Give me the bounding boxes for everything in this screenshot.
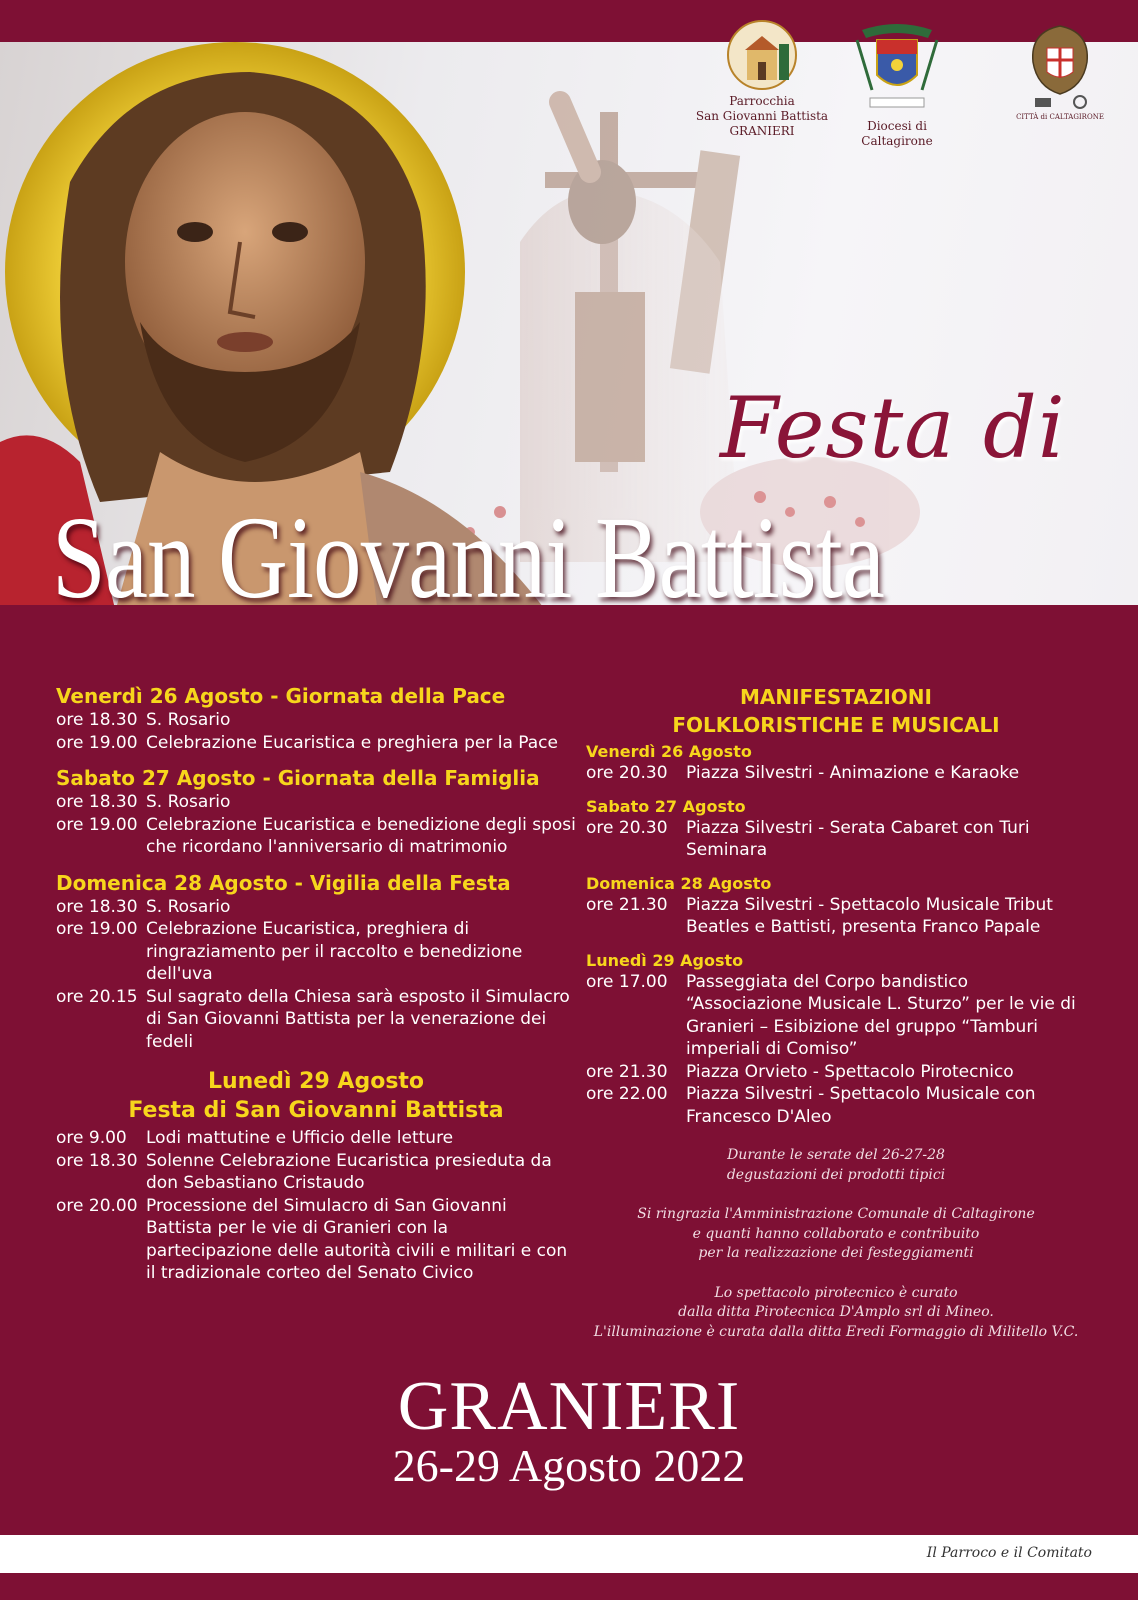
event-row	[56, 732, 576, 755]
feast-day-heading: Lunedì 29 Agosto	[207, 1069, 425, 1094]
event-text: Processione del Simulacro di San Giovanni Battista per le vie di Granieri con la partecipazione delle autorità civili e militari e con il tradizionale corteo del Senato Civico	[146, 1195, 568, 1283]
event-row	[56, 791, 576, 814]
event-text: Solenne Celebrazione Eucaristica presieduta da don Sebastiano Cristaudo	[146, 1150, 552, 1193]
event-time: ore 20.00	[56, 1195, 138, 1216]
parish-logo	[692, 20, 832, 139]
parish-line-2: San Giovanni Battista	[695, 109, 829, 123]
town-name: GRANIERI	[397, 1368, 741, 1445]
event-dates: 26-29 Agosto 2022	[392, 1440, 746, 1491]
day-block	[56, 870, 576, 1054]
event-text: S. Rosario	[146, 710, 231, 730]
event-time: ore 19.00	[56, 814, 138, 835]
event-time: ore 18.30	[56, 1150, 138, 1171]
credits-note	[586, 1284, 1086, 1343]
event-text: Lodi mattutine e Ufficio delle letture	[146, 1128, 454, 1148]
note-line: Si ringrazia l'Amministrazione Comunale di Caltagirone	[637, 1206, 1035, 1222]
event-row	[56, 918, 576, 986]
event-text: Piazza Orvieto - Spettacolo Pirotecnico	[686, 1061, 1014, 1082]
event-row	[56, 986, 576, 1054]
feast-day-block	[56, 1067, 576, 1285]
note-line: L'illuminazione è curata dalla ditta Eredi Formaggio di Militello V.C.	[593, 1323, 1079, 1340]
event-time: ore 17.00	[586, 971, 668, 992]
diocese-logo	[832, 20, 962, 149]
note-line: Durante le serate del 26-27-28	[727, 1147, 945, 1163]
folk-music-program	[586, 683, 1086, 1342]
tasting-note	[586, 1146, 1086, 1185]
main-title: San Giovanni Battista	[52, 492, 885, 623]
event-time: ore 18.30	[56, 710, 138, 730]
diocese-name: Diocesi di Caltagirone	[861, 119, 933, 148]
event-time: ore 9.00	[56, 1128, 127, 1148]
event-time: ore 21.30	[586, 1061, 668, 1082]
note-line: degustazioni dei prodotti tipici	[726, 1166, 946, 1183]
event-row	[56, 814, 576, 859]
religious-program	[56, 683, 576, 1296]
manifestation-day-label: Domenica 28 Agosto	[586, 873, 772, 893]
event-time: ore 20.30	[586, 817, 668, 838]
event-row	[586, 1061, 1086, 1084]
event-time: ore 19.00	[56, 732, 138, 753]
parish-line-1: Parrocchia	[729, 94, 795, 108]
day-heading: Venerdì 26 Agosto - Giornata della Pace	[56, 684, 506, 708]
city-coat-of-arms-icon	[1025, 22, 1095, 110]
event-row	[586, 1083, 1086, 1128]
event-text: Passeggiata del Corpo bandistico “Associazione Musicale L. Sturzo” per le vie di Granieri – Esibizione del gruppo “Tamburi imperiali di Comiso”	[686, 971, 1076, 1059]
event-text: S. Rosario	[146, 792, 231, 812]
event-text: Celebrazione Eucaristica e benedizione degli sposi che ricordano l'anniversario di matrimonio	[146, 814, 576, 857]
day-block	[56, 765, 576, 859]
event-time: ore 18.30	[56, 792, 138, 812]
top-bar	[0, 0, 1138, 42]
event-row	[586, 762, 1086, 785]
day-heading: Sabato 27 Agosto - Giornata della Famiglia	[56, 766, 540, 790]
festa-di-title: Festa di	[720, 379, 1066, 477]
event-text: Celebrazione Eucaristica, preghiera di ringraziamento per il raccolto e benedizione dell'uva	[146, 919, 523, 984]
note-line: per la realizzazione dei festeggiamenti	[698, 1245, 974, 1261]
diocese-coat-of-arms-icon	[852, 20, 942, 115]
event-row	[56, 709, 576, 732]
event-text: Piazza Silvestri - Spettacolo Musicale con Francesco D'Aleo	[686, 1084, 1036, 1127]
manifestation-day	[586, 741, 1086, 785]
day-heading: Domenica 28 Agosto - Vigilia della Festa	[56, 870, 511, 895]
thanks-note	[586, 1205, 1086, 1264]
city-name: CITTÀ di CALTAGIRONE	[1016, 113, 1104, 121]
manifestation-day	[586, 873, 1086, 939]
note-line: Lo spettacolo pirotecnico è curato	[714, 1284, 958, 1301]
manifestation-day-label: Lunedì 29 Agosto	[586, 950, 744, 970]
event-row	[586, 894, 1086, 939]
event-text: Piazza Silvestri - Serata Cabaret con Turi Seminara	[686, 817, 1030, 860]
event-row	[56, 1127, 576, 1150]
event-row	[586, 971, 1086, 1061]
manifestations-heading: MANIFESTAZIONI	[740, 685, 932, 709]
note-line: dalla ditta Pirotecnica D'Amplo srl di Mineo.	[678, 1304, 994, 1320]
event-time: ore 20.30	[586, 763, 668, 783]
note-line: e quanti hanno collaborato e contribuito	[692, 1225, 980, 1242]
event-text: Piazza Silvestri - Spettacolo Musicale Tribut Beatles e Battisti, presenta Franco Papale	[686, 894, 1053, 937]
event-row	[56, 1195, 576, 1285]
city-logo	[1010, 22, 1110, 122]
event-time: ore 19.00	[56, 919, 138, 939]
event-text: Celebrazione Eucaristica e preghiera per la Pace	[146, 732, 558, 753]
manifestation-day	[586, 950, 1086, 1129]
event-row	[586, 817, 1086, 862]
event-row	[56, 896, 576, 919]
event-text: Piazza Silvestri - Animazione e Karaoke	[686, 763, 1020, 783]
event-text: Sul sagrato della Chiesa sarà esposto il Simulacro di San Giovanni Battista per la venerazione dei fedeli	[146, 986, 570, 1052]
manifestation-day-label: Sabato 27 Agosto	[586, 796, 746, 816]
day-block	[56, 683, 576, 754]
manifestation-day	[586, 796, 1086, 862]
manifestations-subheading: FOLKLORISTICHE E MUSICALI	[672, 713, 1000, 737]
bottom-bar	[0, 1573, 1138, 1600]
event-time: ore 20.15	[56, 986, 138, 1007]
event-text: S. Rosario	[146, 896, 231, 917]
manifestation-day-label: Venerdì 26 Agosto	[586, 742, 752, 761]
parish-church-icon	[727, 20, 797, 90]
event-time: ore 22.00	[586, 1084, 668, 1104]
feast-day-subheading: Festa di San Giovanni Battista	[128, 1098, 504, 1123]
event-time: ore 21.30	[586, 894, 668, 915]
parish-line-3: GRANIERI	[729, 124, 795, 138]
event-time: ore 18.30	[56, 896, 138, 917]
event-row	[56, 1150, 576, 1195]
signature: Il Parroco e il Comitato	[926, 1545, 1092, 1561]
